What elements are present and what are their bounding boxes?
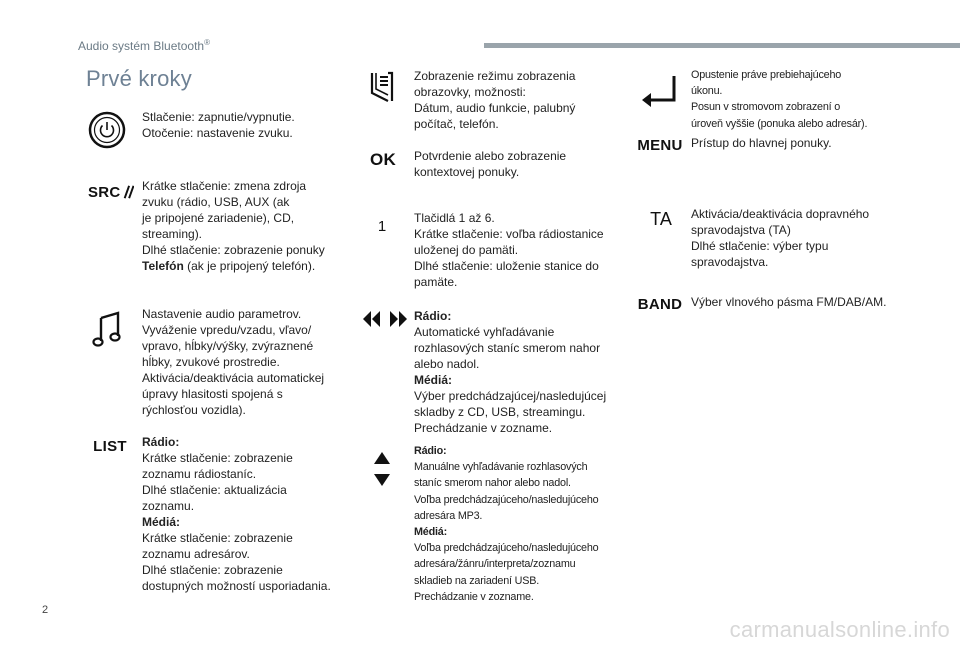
header-bar bbox=[484, 43, 960, 48]
running-header: Audio systém Bluetooth® bbox=[78, 38, 210, 53]
ta-label: TA bbox=[650, 208, 672, 229]
list-icon bbox=[90, 436, 130, 456]
src-description: Krátke stlačenie: zmena zdroja zvuku (rádio, USB, AUX (ak je pripojené zariadenie), CD, streaming). Dlhé stlačenie: zobrazenie ponuky Telefón (ak je pripojený telefón). bbox=[142, 179, 325, 273]
preset-1-icon bbox=[374, 216, 390, 236]
menu-icon bbox=[636, 136, 684, 154]
band-label: BAND bbox=[637, 295, 683, 313]
audio-settings-description: Nastavenie audio parametrov. Vyváženie vpredu/vzadu, vľavo/ vpravo, hĺbky/výšky, zvýraznené hĺbky, zvukové prostredie. Aktivácia/deaktivácia automatickej úpravy hlasitosti spojená s rýchlosťou vozidla). bbox=[142, 307, 325, 417]
src-label: SRC bbox=[88, 183, 121, 201]
power-description: Stlačenie: zapnutie/vypnutie. Otočenie: nastavenie zvuku. bbox=[142, 110, 295, 140]
power-knob-icon bbox=[88, 111, 126, 149]
band-icon bbox=[636, 295, 684, 313]
music-note-icon bbox=[90, 310, 124, 348]
ok-description: Potvrdenie alebo zobrazenie kontextovej ponuky. bbox=[414, 149, 567, 179]
seek-arrows-icon bbox=[362, 311, 408, 327]
src-icon bbox=[88, 180, 134, 204]
preset-1-label: 1 bbox=[377, 217, 387, 235]
band-description: Výber vlnového pásma FM/DAB/AM. bbox=[691, 295, 887, 309]
preset-description: Tlačidlá 1 až 6. Krátke stlačenie: voľba rádiostanice uloženej do pamäti. Dlhé stlačenie: uloženie stanice do pamäte. bbox=[414, 211, 604, 289]
display-mode-description: Zobrazenie režimu zobrazenia obrazovky, možnosti: Dátum, audio funkcie, palubný počítač, telefón. bbox=[414, 69, 576, 131]
ta-icon bbox=[646, 209, 676, 229]
up-down-arrows-icon bbox=[374, 452, 390, 486]
ok-icon bbox=[368, 150, 398, 170]
back-arrow-icon bbox=[640, 74, 680, 108]
menu-description: Prístup do hlavnej ponuky. bbox=[691, 136, 832, 150]
page-title: Prvé kroky bbox=[86, 66, 192, 91]
seek-description: Rádio: Automatické vyhľadávanie rozhlasových staníc smerom nahor alebo nadol. Médiá: Výber predchádzajúcej/nasledujúcej skladby z CD, USB, streamingu. Prechádzanie v zozname. bbox=[414, 309, 607, 435]
list-label: LIST bbox=[93, 437, 127, 455]
back-description: Opustenie práve prebiehajúceho úkonu. Posun v stromovom zobrazení o úroveň vyššie (ponuka alebo adresár). bbox=[691, 69, 868, 130]
display-mode-icon bbox=[368, 71, 396, 105]
ok-label: OK bbox=[369, 150, 397, 169]
up-down-description: Rádio: Manuálne vyhľadávanie rozhlasových staníc smerom nahor alebo nadol. Voľba predchádzajúceho/nasledujúceho adresára MP3. Médiá: Voľba predchádzajúceho/nasledujúceho adresára/žánru/interpreta/zoznamu skladieb na zariadení USB. Prechádzanie v zozname. bbox=[414, 445, 599, 603]
list-description: Rádio: Krátke stlačenie: zobrazenie zoznamu rádiostaníc. Dlhé stlačenie: aktualizácia zoznamu. Médiá: Krátke stlačenie: zobrazenie zoznamu adresárov. Dlhé stlačenie: zobrazenie dostupných možností usporiadania. bbox=[142, 435, 331, 593]
ta-description: Aktivácia/deaktivácia dopravného spravodajstva (TA) Dlhé stlačenie: výber typu spravodajstva. bbox=[691, 207, 870, 269]
menu-label: MENU bbox=[637, 136, 683, 154]
page-number: 2 bbox=[42, 604, 49, 616]
watermark: carmanualsonline.info bbox=[729, 617, 950, 642]
